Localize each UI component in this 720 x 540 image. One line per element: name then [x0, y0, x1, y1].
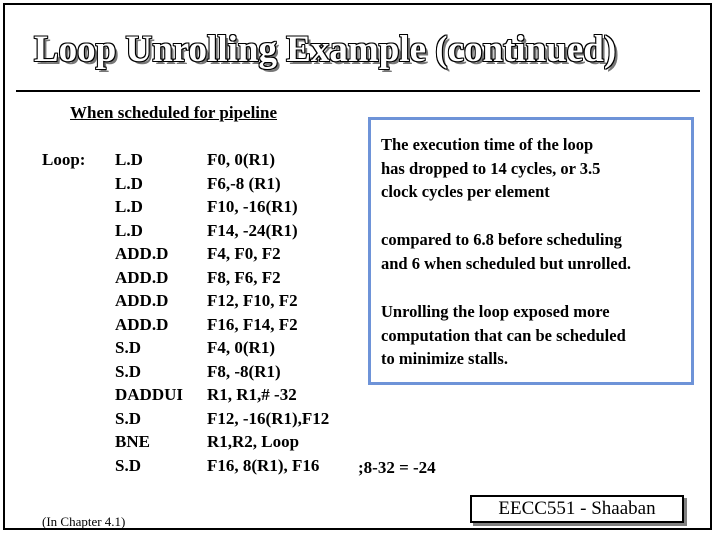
instruction-opcode: BNE — [115, 432, 150, 451]
instruction-opcode: L.D — [115, 150, 143, 169]
instruction-operands: F16, 8(R1), F16 — [207, 455, 320, 475]
instruction-opcode: ADD.D — [115, 267, 169, 287]
instruction-operands: R1,R2, Loop — [207, 432, 300, 451]
explanation-paragraph-3 — [381, 300, 626, 371]
offset-annotation: ;8-32 = -24 — [358, 458, 436, 477]
instruction-operands: R1, R1,# -32 — [207, 385, 297, 404]
course-badge: EECC551 - Shaaban — [470, 495, 684, 523]
loop-label — [42, 148, 85, 172]
instruction-opcode: L.D — [115, 220, 143, 240]
instruction-operands: F12, F10, F2 — [207, 291, 298, 310]
chapter-reference: (In Chapter 4.1) — [42, 514, 126, 529]
instruction-opcode: S.D — [115, 455, 141, 475]
explanation-paragraph-1 — [381, 133, 600, 204]
instruction-operands: F14, -24(R1) — [207, 220, 298, 240]
instruction-operands: F0, 0(R1) — [207, 150, 275, 169]
explanation-line: Unrolling the loop exposed more — [381, 302, 610, 321]
explanation-paragraph-2 — [381, 228, 631, 275]
slide-title: Loop Unrolling Example (continued) — [34, 29, 617, 70]
explanation-line: has dropped to 14 cycles, or 3.5 — [381, 158, 601, 178]
instruction-opcode: L.D — [115, 197, 143, 216]
explanation-box — [368, 117, 694, 385]
instruction-operands: F16, F14, F2 — [207, 314, 298, 334]
instruction-opcode: ADD.D — [115, 314, 169, 334]
instruction-operands: F4, 0(R1) — [207, 338, 275, 357]
explanation-line: to minimize stalls. — [381, 349, 508, 368]
instruction-operands: F8, -8(R1) — [207, 361, 281, 381]
subtitle: When scheduled for pipeline — [70, 103, 278, 122]
explanation-line: and 6 when scheduled but unrolled. — [381, 253, 632, 273]
explanation-line: clock cycles per element — [381, 182, 550, 201]
instruction-opcode: DADDUI — [115, 385, 183, 404]
instruction-opcode: L.D — [115, 173, 143, 193]
instruction-opcode: S.D — [115, 361, 141, 381]
instruction-opcode: ADD.D — [115, 244, 169, 263]
instruction-operands: F4, F0, F2 — [207, 244, 281, 263]
loop-label-text: Loop: — [42, 150, 86, 169]
explanation-line: compared to 6.8 before scheduling — [381, 230, 622, 249]
instruction-opcode: ADD.D — [115, 291, 169, 310]
explanation-line: The execution time of the loop — [381, 135, 594, 154]
instruction-operands: F12, -16(R1),F12 — [207, 408, 330, 428]
instruction-operands: F6,-8 (R1) — [207, 173, 281, 193]
instruction-opcode: S.D — [115, 408, 141, 428]
explanation-line: computation that can be scheduled — [381, 325, 626, 345]
instruction-opcode: S.D — [115, 338, 141, 357]
title-divider — [16, 90, 700, 92]
instruction-operands: F8, F6, F2 — [207, 267, 281, 287]
instruction-operands: F10, -16(R1) — [207, 197, 298, 216]
opcode-column — [115, 148, 183, 477]
operand-column — [207, 148, 329, 477]
